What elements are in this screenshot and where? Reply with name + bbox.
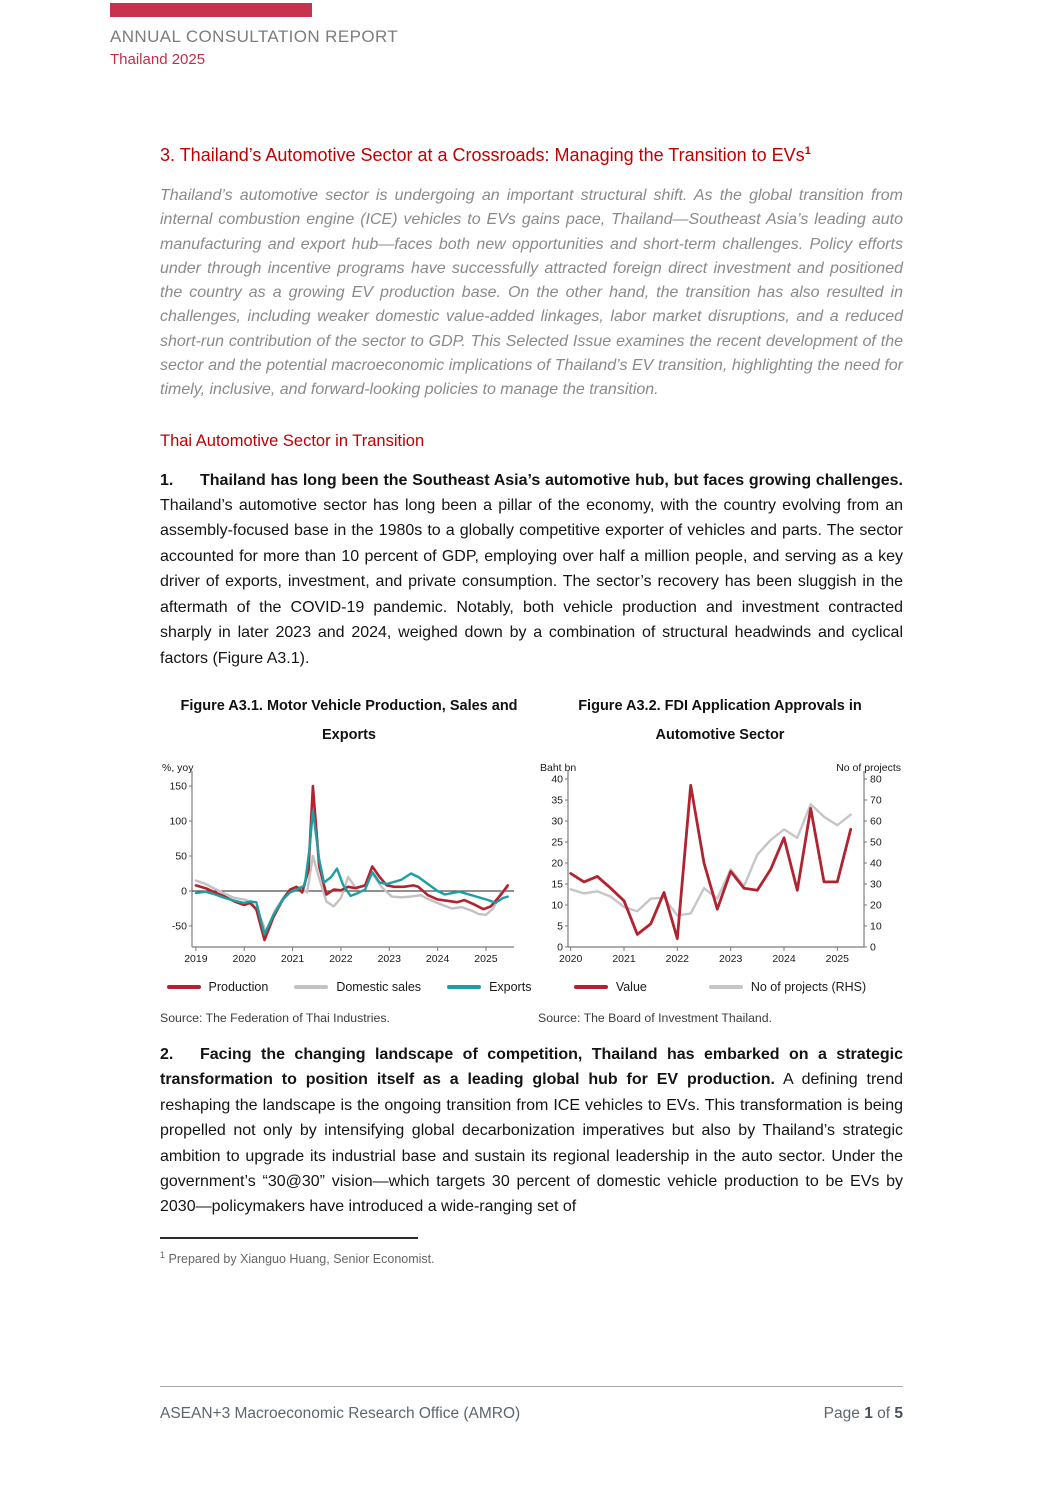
legend-label: Production (208, 979, 269, 994)
svg-text:80: 80 (870, 773, 882, 786)
figures-row (160, 692, 903, 1025)
section-title-text: 3. Thailand’s Automotive Sector at a Crossroads: Managing the Transition to EVs (160, 145, 805, 165)
svg-text:2023: 2023 (718, 952, 743, 965)
figure-a31-title-line1: Figure A3.1. Motor Vehicle Production, Sales and (180, 697, 518, 714)
svg-text:5: 5 (557, 920, 563, 933)
brand-bar (110, 3, 312, 17)
subheading: Thai Automotive Sector in Transition (160, 431, 425, 450)
svg-text:25: 25 (551, 836, 563, 849)
figure-a31-title-line2: Exports (322, 726, 376, 743)
svg-text:60: 60 (870, 815, 882, 828)
page-total: 5 (894, 1405, 903, 1422)
section-title (160, 138, 903, 169)
footnote (160, 1250, 903, 1266)
svg-text:2022: 2022 (665, 952, 690, 965)
svg-text:20: 20 (551, 857, 563, 870)
svg-text:Baht bn: Baht bn (540, 761, 577, 774)
svg-text:2020: 2020 (558, 952, 583, 965)
svg-text:10: 10 (551, 899, 563, 912)
paragraph-1 (160, 468, 903, 671)
legend-swatch (447, 985, 481, 988)
svg-text:50: 50 (870, 836, 882, 849)
svg-text:2025: 2025 (474, 952, 498, 965)
figure-a31-chart (160, 759, 520, 973)
svg-text:2019: 2019 (184, 952, 208, 965)
svg-text:40: 40 (551, 773, 563, 786)
svg-text:0: 0 (557, 941, 563, 954)
paragraph-2-text: A defining trend reshaping the landscape is the ongoing transition from ICE vehicles to EVs. This transformation is being propelled not only by intensifying global decarbonization imperatives but also by Thailand’s strategic ambition to upgrade its industrial base and sustain its regional leadership in the auto sector. Under the government’s “30@30” vision—which targets 30 percent of domestic vehicle production to be EVs by 2030—policymakers have introduced a wide-ranging set of (160, 1071, 904, 1216)
svg-text:2024: 2024 (772, 952, 796, 965)
legend-label: No of projects (RHS) (750, 979, 867, 994)
svg-text:0: 0 (870, 941, 876, 954)
svg-text:-50: -50 (171, 920, 187, 933)
figure-a32-title (538, 692, 902, 750)
svg-text:35: 35 (551, 794, 563, 807)
figure-a31 (160, 692, 538, 1025)
legend-item (447, 980, 531, 994)
legend-item (574, 980, 647, 994)
svg-text:10: 10 (870, 920, 882, 933)
svg-text:2022: 2022 (329, 952, 353, 965)
figure-a31-legend (160, 980, 538, 994)
figure-a32 (538, 692, 902, 1025)
legend-swatch (294, 985, 328, 988)
figure-a31-source: Source: The Federation of Thai Industries. (160, 1010, 390, 1025)
footnote-text: Prepared by Xianguo Huang, Senior Economist. (168, 1251, 435, 1266)
legend-label: Exports (489, 979, 532, 994)
svg-text:30: 30 (870, 878, 882, 891)
footer-rule (160, 1386, 903, 1387)
svg-text:40: 40 (870, 857, 882, 870)
paragraph-2-lead: Facing the changing landscape of competition, Thailand has embarked on a strategic transformation to position itself as a leading global hub for EV production. (160, 1045, 903, 1089)
svg-text:2025: 2025 (825, 952, 850, 965)
legend-item (167, 980, 269, 994)
figure-a32-chart (538, 759, 902, 973)
paragraph-1-number: 1. (160, 471, 174, 489)
svg-text:50: 50 (175, 850, 187, 863)
report-subtitle: Thailand 2025 (110, 51, 206, 68)
svg-text:150: 150 (169, 780, 187, 793)
legend-swatch (709, 985, 743, 988)
section-footnote-ref: 1 (804, 145, 811, 157)
svg-text:20: 20 (870, 899, 882, 912)
page-word: Page (823, 1405, 860, 1422)
svg-text:2021: 2021 (280, 952, 305, 965)
legend-label: Value (615, 979, 647, 994)
paragraph-1-lead: Thailand has long been the Southeast Asia’s automotive hub, but faces growing challenges. (200, 471, 903, 489)
legend-swatch (167, 985, 201, 988)
paragraph-1-text: Thailand’s automotive sector has long been a pillar of the economy, with the country evolving from an assembly-focused base in the 1980s to a globally competitive exporter of vehicles and parts. The sector accounted for more than 10 percent of GDP, employing over half a million people, and serving as a key driver of exports, investment, and private consumption. The sector’s recovery has been sluggish in the aftermath of the COVID-19 pandemic. Notably, both vehicle production and investment contracted sharply in later 2023 and 2024, weighed down by a combination of structural headwinds and cyclical factors (Figure A3.1). (160, 497, 903, 667)
svg-text:2020: 2020 (232, 952, 256, 965)
svg-text:15: 15 (551, 878, 563, 891)
svg-text:0: 0 (181, 885, 187, 898)
page-indicator (824, 1405, 903, 1423)
footer-org: ASEAN+3 Macroeconomic Research Office (AMRO) (160, 1405, 521, 1422)
figure-a32-legend (538, 980, 902, 994)
page-footer (160, 1386, 903, 1423)
page-number: 1 (864, 1405, 873, 1422)
report-header (110, 27, 398, 68)
footnote-rule (160, 1237, 418, 1239)
lead-paragraph: Thailand’s automotive sector is undergoing an important structural shift. As the global transition from internal combustion engine (ICE) vehicles to EVs gains pace, Thailand—Southeast Asia’s leading auto manufacturing and export hub—faces both new opportunities and short-term challenges. Policy efforts under through incentive programs have successfully attracted foreign direct investment and positioned the country as a growing EV production base. On the other hand, the transition has also resulted in challenges, including weaker domestic value-added linkages, labor market disruptions, and a reduced short-run contribution of the sector to GDP. This Selected Issue examines the recent development of the sector and the potential macroeconomic implications of Thailand’s EV transition, highlighting the need for timely, inclusive, and forward-looking policies to manage the transition. (160, 187, 903, 399)
legend-swatch (574, 985, 608, 988)
paragraph-2 (160, 1042, 903, 1220)
footnote-ref: 1 (160, 1249, 166, 1260)
svg-text:2021: 2021 (612, 952, 636, 965)
legend-label: Domestic sales (336, 979, 422, 994)
figure-a32-title-line1: Figure A3.2. FDI Application Approvals in (578, 697, 862, 714)
svg-text:30: 30 (551, 815, 563, 828)
svg-text:100: 100 (169, 815, 187, 828)
of-word: of (877, 1405, 891, 1422)
svg-text:No of projects: No of projects (836, 761, 901, 774)
figure-a32-source: Source: The Board of Investment Thailand. (538, 1010, 773, 1025)
legend-item (709, 980, 866, 994)
report-title: ANNUAL CONSULTATION REPORT (110, 27, 399, 46)
svg-text:70: 70 (870, 794, 882, 807)
content-column (160, 138, 903, 1266)
legend-item (294, 980, 421, 994)
svg-text:2023: 2023 (377, 952, 401, 965)
figure-a31-title (160, 692, 538, 750)
svg-text:%, yoy: %, yoy (162, 761, 194, 774)
figure-a32-title-line2: Automotive Sector (655, 726, 785, 743)
paragraph-2-number: 2. (160, 1045, 174, 1063)
svg-text:2024: 2024 (425, 952, 450, 965)
